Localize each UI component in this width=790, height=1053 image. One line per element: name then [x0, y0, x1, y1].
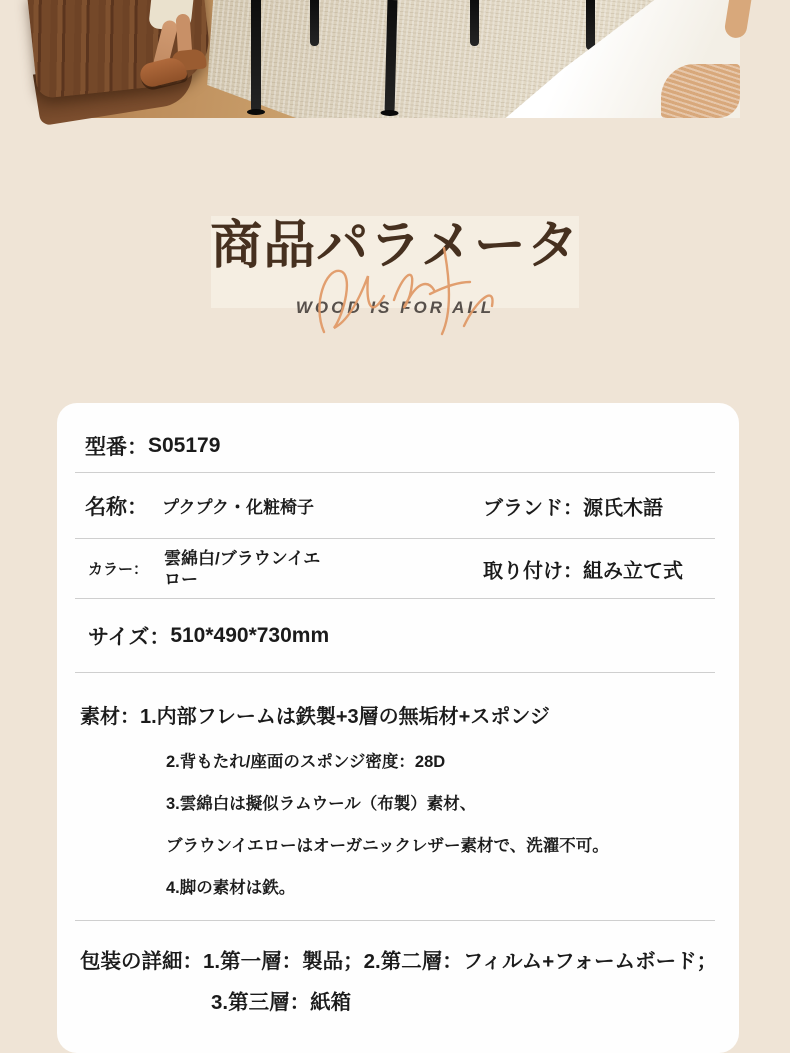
tan-blanket-corner	[661, 64, 740, 118]
spec-row-model	[57, 403, 739, 472]
color-value: 雲綿白/ブラウンイエロー	[164, 548, 321, 589]
size-value: 510*490*730mm	[170, 623, 330, 647]
material-line-1	[80, 703, 719, 731]
brand-label: ブランド：	[483, 497, 583, 519]
stool-metal-leg	[470, 0, 479, 46]
material-line-5: 4.脚の素材は鉄。	[166, 879, 296, 897]
section-header	[0, 206, 790, 318]
stool-metal-leg	[310, 0, 319, 46]
model-value: S05179	[148, 433, 221, 457]
brand-item	[483, 491, 663, 520]
packaging-value-1: 1.第一層：製品；2.第二層：フィルム+フォームボード；	[203, 950, 718, 973]
stool-metal-leg	[586, 0, 595, 50]
packaging-line-2: 3.第三層：紙箱	[211, 991, 352, 1014]
mount-item	[483, 554, 683, 583]
packaging-label: 包装の詳細：	[80, 950, 203, 973]
spec-row-size	[57, 599, 739, 672]
name-value: プクプク・化粧椅子	[162, 498, 314, 517]
header-subtitle: WOOD IS FOR ALL	[295, 298, 495, 317]
mount-label: 取り付け：	[483, 560, 583, 582]
mount-value: 組み立て式	[583, 560, 683, 582]
brand-value: 源氏木語	[583, 497, 663, 519]
material-line-4: ブラウンイエローはオーガニックレザー素材で、洗濯不可。	[166, 837, 609, 855]
spec-row-color	[57, 539, 739, 598]
spec-section-material	[57, 673, 739, 920]
spec-section-packaging	[57, 921, 739, 1017]
material-line-2: 2.背もたれ/座面のスポンジ密度：28D	[166, 753, 446, 771]
model-label: 型番：	[85, 435, 148, 459]
material-value-1: 1.内部フレームは鉄製+3層の無垢材+スポンジ	[140, 706, 550, 728]
packaging-line-1	[80, 947, 731, 976]
stool-metal-leg	[251, 0, 261, 112]
script-signature-icon	[310, 236, 500, 346]
hero-photo	[48, 0, 740, 118]
material-line-3: 3.雲綿白は擬似ラムウール（布製）素材、	[166, 795, 477, 813]
color-label: カラー：	[88, 561, 149, 578]
name-label: 名称：	[85, 495, 148, 519]
page-title: 商品パラメータ	[210, 217, 580, 275]
spec-row-name	[57, 473, 739, 538]
size-label: サイズ：	[88, 625, 171, 649]
spec-card	[57, 403, 739, 1053]
tan-blanket-sliver	[723, 0, 752, 39]
material-label: 素材：	[80, 706, 140, 728]
